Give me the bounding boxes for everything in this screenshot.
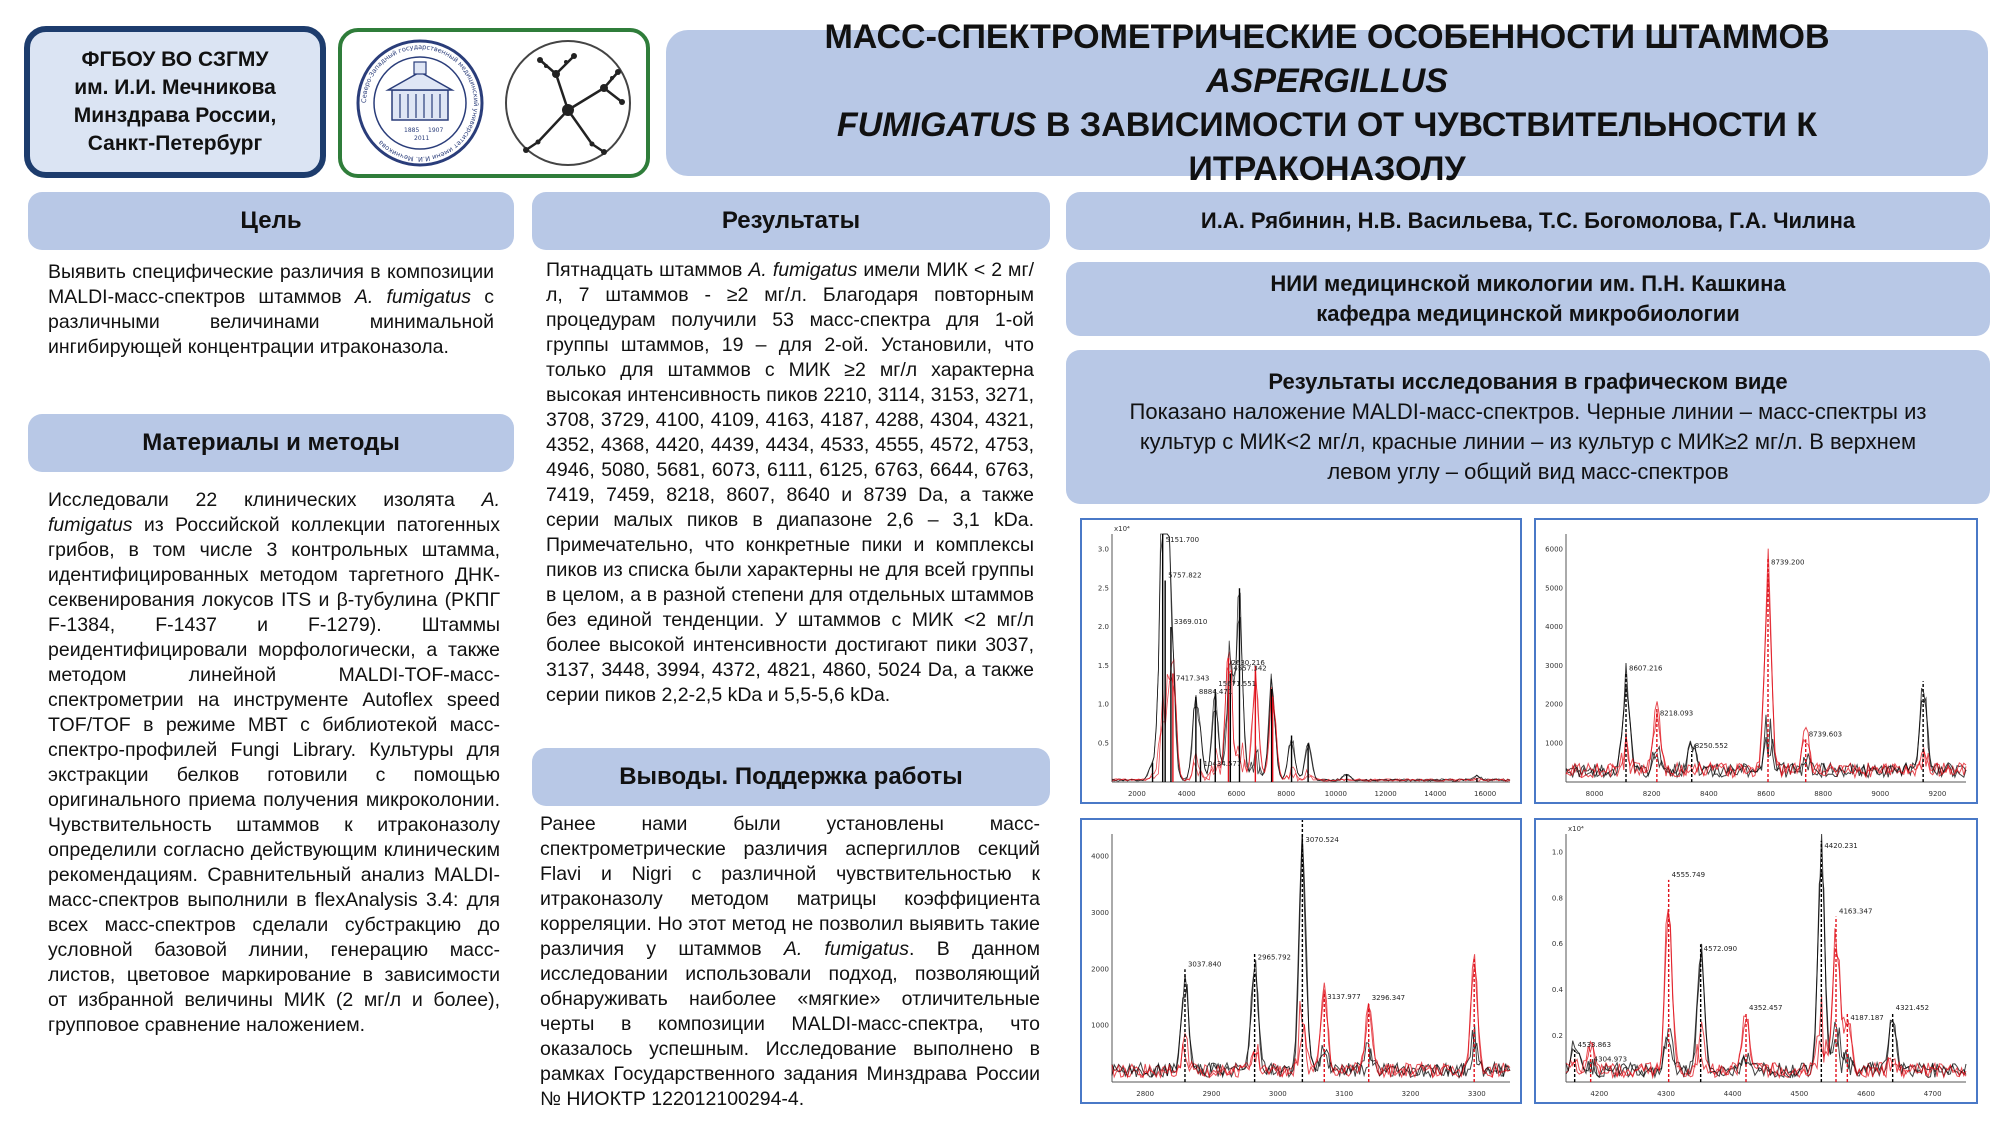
goal-text: Выявить специфические различия в композиции MALDI-масс-спектров штаммов A. fumigatus с различными величинами минимальной ингибирующей концентрации итраконазола.	[48, 261, 495, 358]
y-tick-label: 3000	[1545, 661, 1563, 670]
results-heading: Результаты	[532, 192, 1050, 250]
y-tick-label: 2.5	[1097, 584, 1109, 593]
x-tick-label: 9200	[1928, 790, 1947, 798]
peak-label: 4321.452	[1895, 1004, 1930, 1013]
spectrum-trace	[1112, 834, 1510, 1077]
spectrum-trace	[1112, 834, 1510, 1077]
x-tick-label: 3300	[1467, 1090, 1486, 1098]
y-tick-label: 2000	[1545, 700, 1563, 709]
x-tick-label: 4500	[1790, 1090, 1809, 1098]
y-tick-label: 3.0	[1097, 545, 1109, 554]
x-tick-label: 6000	[1227, 790, 1246, 798]
org-line: ФГБОУ ВО СЗГМУ	[81, 48, 269, 71]
graphic-box	[1066, 350, 1990, 504]
x-tick-label: 10000	[1324, 790, 1348, 798]
org-line: им. И.И. Мечникова	[74, 76, 276, 99]
peak-label: 2965.792	[1257, 953, 1292, 962]
x-tick-label: 2800	[1136, 1090, 1155, 1098]
y-tick-label: 1.5	[1097, 661, 1109, 670]
y-tick-label: 0.5	[1097, 739, 1109, 748]
spectrum-trace	[1566, 870, 1966, 1078]
y-exponent-label: x10⁴	[1114, 525, 1130, 533]
y-tick-label: 1.0	[1097, 700, 1109, 709]
x-tick-label: 3200	[1401, 1090, 1420, 1098]
x-tick-label: 12000	[1374, 790, 1397, 798]
peak-label: 3137.977	[1327, 992, 1361, 1001]
spectrum-overview-plot	[1080, 518, 1522, 804]
y-tick-label: 2000	[1091, 965, 1109, 974]
x-tick-label: 8800	[1814, 790, 1833, 798]
y-tick-label: 2.0	[1097, 623, 1109, 631]
x-tick-label: 8200	[1642, 790, 1661, 798]
university-logo	[342, 32, 646, 174]
spectrum-4300-plot	[1534, 818, 1978, 1104]
x-tick-label: 4200	[1590, 1090, 1609, 1098]
peak-label: 8739.603	[1808, 730, 1843, 739]
peak-label: 8739.200	[1771, 558, 1805, 567]
x-tick-label: 8000	[1277, 790, 1296, 798]
goal-heading: Цель	[28, 192, 514, 250]
x-tick-label: 16000	[1473, 790, 1497, 798]
logo-ring-text: Северо-Западный государственный медицинский университет имени И.И. Мечникова	[359, 42, 481, 164]
y-tick-label: 3000	[1091, 908, 1109, 917]
x-tick-label: 4600	[1857, 1090, 1875, 1098]
peak-label: 4163.347	[1839, 907, 1873, 916]
spectrum-trace	[1112, 964, 1510, 1078]
spectrum-trace	[1566, 834, 1966, 1078]
peak-label: 2630.216	[1231, 659, 1265, 667]
peak-label: 3037.840	[1187, 960, 1222, 969]
institute-line: НИИ медицинской микологии им. П.Н. Кашкина	[1270, 271, 1786, 296]
y-tick-label: 4000	[1545, 623, 1563, 631]
peak-label: 3070.524	[1305, 836, 1339, 844]
conclusions-heading: Выводы. Поддержка работы	[532, 748, 1050, 806]
x-tick-label: 8400	[1699, 790, 1718, 798]
spectrum-trace	[1112, 954, 1510, 1077]
y-tick-label: 1000	[1545, 739, 1563, 748]
x-tick-label: 9000	[1871, 790, 1890, 798]
org-line: Санкт-Петербург	[87, 132, 263, 155]
peak-label: 5757.822	[1168, 571, 1202, 580]
x-tick-label: 2000	[1127, 790, 1146, 798]
y-tick-label: 4000	[1091, 852, 1109, 861]
peak-label: 7417.343	[1175, 674, 1210, 683]
y-tick-label: 1000	[1091, 1021, 1109, 1030]
title-text: МАСС-СПЕКТРОМЕТРИЧЕСКИЕ ОСОБЕННОСТИ ШТАММОВ	[824, 18, 1830, 56]
y-tick-label: 6000	[1545, 545, 1563, 554]
logo-year: 2011	[414, 135, 430, 142]
institute	[1066, 262, 1990, 336]
peak-label: 8250.552	[1694, 742, 1729, 750]
poster-title	[666, 18, 1988, 188]
y-tick-label: 0.4	[1551, 986, 1563, 995]
y-tick-label: 5000	[1545, 584, 1563, 593]
spectrum-3000-plot	[1080, 818, 1522, 1104]
spectrum-trace	[1112, 668, 1510, 782]
peak-label: 8884.471	[1198, 687, 1233, 696]
fungus-logo	[506, 41, 630, 165]
peak-label: 10434.577	[1203, 759, 1242, 768]
graphic-description: Показано наложение MALDI-масс-спектров. Черные линии – масс-спектры из культур с МИК<2 мг/л, красные линии – из культур с МИК≥2 мг/л. В верхнем левом углу – общий вид масс-спектров	[1129, 399, 1927, 484]
logos-box	[338, 28, 650, 178]
peak-label: 4420.231	[1824, 841, 1858, 850]
authors: И.А. Рябинин, Н.В. Васильева, Т.С. Богомолова, Г.А. Чилина	[1066, 192, 1990, 250]
x-tick-label: 4700	[1923, 1090, 1942, 1098]
peak-label: 4555.749	[1671, 870, 1706, 879]
peak-label: 15671.551	[1218, 680, 1257, 688]
y-exponent-label: x10⁴	[1568, 825, 1584, 833]
peak-label: 8218.093	[1659, 709, 1694, 718]
y-tick-label: 1.0	[1551, 848, 1563, 857]
x-tick-label: 4400	[1723, 1090, 1742, 1098]
x-tick-label: 14000	[1424, 790, 1447, 798]
logo-year: 1885	[404, 127, 420, 134]
y-tick-label: 0.8	[1551, 894, 1563, 903]
title-text: В ЗАВИСИМОСТИ ОТ ЧУВСТВИТЕЛЬНОСТИ К ИТРАКОНАЗОЛУ	[1036, 106, 1818, 188]
spectrum-trace	[1566, 913, 1966, 1078]
spectrum-trace	[1112, 652, 1510, 782]
peak-label: 4304.973	[1593, 1055, 1628, 1064]
peak-label: 5151.700	[1165, 536, 1200, 544]
methods-text: Исследовали 22 клинических изолята A. fumigatus из Российской коллекции патогенных грибов, в том числе 3 контрольных штамма, идентифицированных методом таргетного ДНК-секвенирования локусов ITS и β-тубулина (РКПГ F-1384, F-1437 и F-1279). Штаммы реидентифицировали морфологически, а также методом линейной MALDI-TOF-масс-спектрометрии на инструменте Autoflex speed TOF/TOF в режиме МВТ с библиотекой масс-спектро-профилей Fungi Library. Культуры для экстракции белков готовили с помощью оригинального приема получения микроколонии. Чувствительность штаммов к итраконазолу определили согласно действующим клиническим рекомендациям. Сравнительный анализ MALDI-масс-спектров выполнили в flexAnalysis 3.4: для всех масс-спектров сделали субстракцию до условной базовой линии, генерацию масс-листов, цветовое маркирование в зависимости от избранной величины МИК (2 мг/л и более), групповое сравнение наложением.	[48, 489, 500, 1036]
spectrum-8000-plot	[1534, 518, 1978, 804]
x-tick-label: 8000	[1585, 790, 1604, 798]
peak-label: 3296.347	[1371, 994, 1406, 1003]
title-italic: FUMIGATUS	[836, 106, 1037, 144]
peak-label: 4572.090	[1703, 945, 1738, 954]
peak-label: 4187.187	[1850, 1014, 1884, 1023]
institute-line: кафедра медицинской микробиологии	[1316, 301, 1740, 326]
peak-label: 3369.010	[1173, 618, 1208, 626]
logo-year: 1907	[428, 127, 444, 134]
x-tick-label: 3000	[1268, 1090, 1287, 1098]
organization-box	[24, 26, 326, 178]
conclusions-text: Ранее нами были установлены масс-спектрометрические различия аспергиллов секций Flavi и Nigri с различной чувствительностью к итраконазолу методом матрицы коэффициента корреляции. Но этот метод не позволил выявить такие различия у штаммов A. fumigatus. В данном исследовании использовали подход, позволяющий обнаруживать наиболее «мягкие» отличительные черты в композиции MALDI-масс-спектра, что оказалось успешным. Исследование выполнено в рамках Государственного задания Минздрава России № НИОКТР 122012100294-4.	[540, 813, 1040, 1110]
peak-label: 4352.457	[1749, 1004, 1783, 1013]
org-line: Минздрава России,	[73, 104, 277, 127]
x-tick-label: 8600	[1757, 790, 1775, 798]
methods-heading: Материалы и методы	[28, 414, 514, 472]
spectrum-trace	[1566, 909, 1966, 1078]
results-text: Пятнадцать штаммов A. fumigatus имели МИК < 2 мг/л, 7 штаммов - ≥2 мг/л. Благодаря повторным процедурам получили 53 масс-спектра для 1-ой группы штаммов, 19 – для 2-ой. Установили, что только для штаммов с МИК ≥2 мг/л характерна высокая интенсивность пиков 2210, 3114, 3153, 3271, 3708, 3729, 4100, 4109, 4163, 4187, 4288, 4304, 4321, 4352, 4368, 4420, 4439, 4434, 4533, 4555, 4572, 4753, 4946, 5080, 5681, 6073, 6111, 6125, 6763, 6644, 6763, 7419, 7459, 8218, 8607, 8640 и 8739 Da, а также серии малых пиков в диапазоне 2,6 – 3,1 kDa. Примечательно, что конкретные пики и комплексы пиков из списка были характерны не для всей группы в целом, а в разной степени для отдельных штаммов без единой тенденции. У штаммов с МИК <2 мг/л более высокой интенсивности достигают пики 3037, 3137, 3448, 3994, 4372, 4821, 4860, 5024 Da, а также серии пиков 2,2-2,5 kDa и 5,5-5,6 kDa.	[546, 259, 1034, 706]
y-tick-label: 0.2	[1551, 1032, 1563, 1041]
graphic-heading: Результаты исследования в графическом виде	[1268, 369, 1788, 394]
peak-label: 4557.342	[1233, 664, 1267, 673]
x-tick-label: 4300	[1657, 1090, 1675, 1098]
x-tick-label: 2900	[1202, 1090, 1221, 1098]
peak-label: 4533.863	[1577, 1040, 1612, 1049]
peak-label: 8607.216	[1629, 664, 1663, 673]
y-tick-label: 0.6	[1551, 940, 1563, 949]
title-italic: ASPERGILLUS	[1206, 62, 1448, 100]
x-tick-label: 4000	[1177, 790, 1196, 798]
x-tick-label: 3100	[1335, 1090, 1354, 1098]
